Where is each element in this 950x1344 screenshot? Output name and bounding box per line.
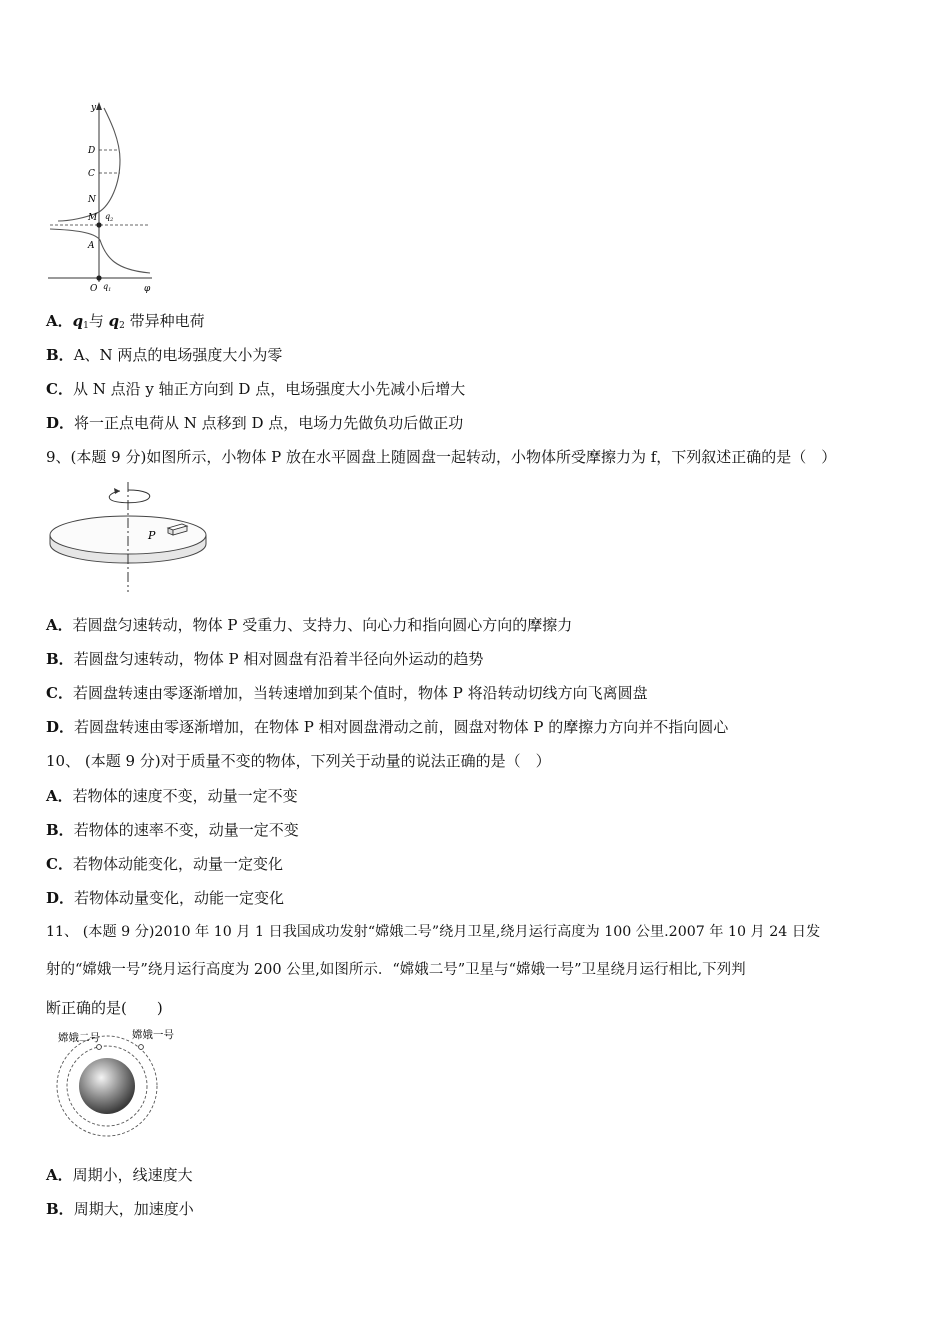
option-text: 若圆盘匀速转动，物体 P 相对圆盘有沿着半径向外运动的趋势 bbox=[73, 650, 484, 668]
q1-symbol: q bbox=[72, 312, 84, 330]
label-n: N bbox=[88, 195, 96, 205]
potential-graph-figure bbox=[44, 100, 156, 295]
option-text: 将一正点电荷从 N 点移到 D 点，电场力先做负功后做正功 bbox=[74, 414, 464, 432]
option-text-mid: 与 bbox=[88, 312, 109, 330]
option-label: D． bbox=[46, 414, 75, 432]
option-label: B． bbox=[46, 650, 74, 668]
lunar-orbit-figure bbox=[52, 1026, 182, 1141]
option-text: 从 N 点沿 y 轴正方向到 D 点，电场强度大小先减小后增大 bbox=[72, 380, 466, 398]
potential-curve-lower bbox=[50, 229, 150, 273]
label-a: A bbox=[88, 241, 95, 251]
option-label: C． bbox=[46, 855, 73, 873]
q10-option-b bbox=[46, 820, 299, 840]
option-label: A． bbox=[46, 616, 73, 634]
label-d: D bbox=[88, 146, 96, 156]
option-label: D． bbox=[46, 718, 75, 736]
q11-option-a bbox=[46, 1165, 193, 1185]
moon bbox=[79, 1058, 135, 1114]
q11-stem-line-2: 射的“嫦娥一号”绕月运行高度为 200 公里,如图所示．“嫦娥二号”卫星与“嫦娥一号”卫星绕月运行相比,下列判 bbox=[46, 962, 746, 978]
option-text: 若圆盘转速由零逐渐增加，在物体 P 相对圆盘滑动之前，圆盘对物体 P 的摩擦力方向并不指向圆心 bbox=[74, 718, 729, 736]
change1-satellite bbox=[139, 1045, 144, 1050]
q8-option-d bbox=[46, 413, 463, 433]
label-p: P bbox=[148, 529, 156, 542]
q2-label: $q_2$ bbox=[105, 212, 114, 223]
option-label: B． bbox=[46, 1200, 74, 1218]
option-label: B． bbox=[46, 821, 74, 839]
q9-option-a bbox=[46, 615, 572, 635]
q10-stem: 10、 (本题 9 分)对于质量不变的物体，下列关于动量的说法正确的是（ ） bbox=[46, 752, 551, 770]
label-m: M bbox=[88, 213, 98, 223]
q8-option-a bbox=[46, 311, 205, 336]
q9-stem: 9、(本题 9 分)如图所示，小物体 P 放在水平圆盘上随圆盘一起转动，小物体所受摩擦力为 f，下列叙述正确的是（ ） bbox=[46, 448, 837, 466]
q11-stem-line-1: 11、 (本题 9 分)2010 年 10 月 1 日我国成功发射“嫦娥二号”绕月卫星,绕月运行高度为 100 公里.2007 年 10 月 24 日发 bbox=[46, 924, 821, 940]
y-axis-arrow bbox=[96, 102, 102, 110]
q2-symbol: q bbox=[108, 312, 120, 330]
q2-subscript: 2 bbox=[119, 321, 125, 331]
q8-option-b bbox=[46, 345, 282, 365]
q1-charge-dot bbox=[96, 275, 101, 280]
option-label: A． bbox=[46, 787, 73, 805]
change2-satellite bbox=[97, 1045, 102, 1050]
option-text: 周期小，线速度大 bbox=[72, 1166, 193, 1184]
q2-charge-dot bbox=[96, 222, 101, 227]
option-text: 若物体的速度不变，动量一定不变 bbox=[72, 787, 298, 805]
option-label: C． bbox=[46, 380, 73, 398]
option-label: C． bbox=[46, 684, 73, 702]
axis-y-label: y bbox=[91, 103, 97, 113]
q1-label: $q_1$ bbox=[103, 282, 112, 293]
label-c: C bbox=[88, 169, 95, 179]
option-text: 带异种电荷 bbox=[124, 312, 205, 330]
q11-option-b bbox=[46, 1199, 194, 1219]
rotation-arrowhead bbox=[114, 488, 120, 494]
option-text: 若物体动能变化，动量一定变化 bbox=[72, 855, 283, 873]
option-text: A、N 两点的电场强度大小为零 bbox=[73, 346, 283, 364]
option-label: B． bbox=[46, 346, 74, 364]
q8-option-c bbox=[46, 379, 465, 399]
q9-option-b bbox=[46, 649, 483, 669]
origin-label: O bbox=[90, 284, 98, 294]
change1-label: 嫦娥一号 bbox=[132, 1029, 174, 1041]
q9-option-c bbox=[46, 683, 648, 703]
option-text: 若圆盘转速由零逐渐增加，当转速增加到某个值时，物体 P 将沿转动切线方向飞离圆盘 bbox=[72, 684, 648, 702]
q9-option-d bbox=[46, 717, 728, 737]
q10-option-d bbox=[46, 888, 284, 908]
q11-stem-line-3: 断正确的是( ) bbox=[46, 999, 163, 1017]
option-text: 若物体动量变化，动能一定变化 bbox=[74, 889, 285, 907]
option-text: 周期大，加速度小 bbox=[73, 1200, 194, 1218]
q10-option-c bbox=[46, 854, 283, 874]
option-label: D． bbox=[46, 889, 75, 907]
option-label: A． bbox=[46, 312, 73, 330]
q1-subscript: 1 bbox=[83, 321, 89, 331]
option-label: A． bbox=[46, 1166, 73, 1184]
rotating-disk-figure bbox=[44, 480, 216, 595]
change2-label: 嫦娥二号 bbox=[58, 1032, 100, 1044]
option-text: 若圆盘匀速转动，物体 P 受重力、支持力、向心力和指向圆心方向的摩擦力 bbox=[72, 616, 573, 634]
option-text: 若物体的速率不变，动量一定不变 bbox=[73, 821, 299, 839]
axis-phi-label: φ bbox=[144, 284, 151, 294]
q10-option-a bbox=[46, 786, 298, 806]
